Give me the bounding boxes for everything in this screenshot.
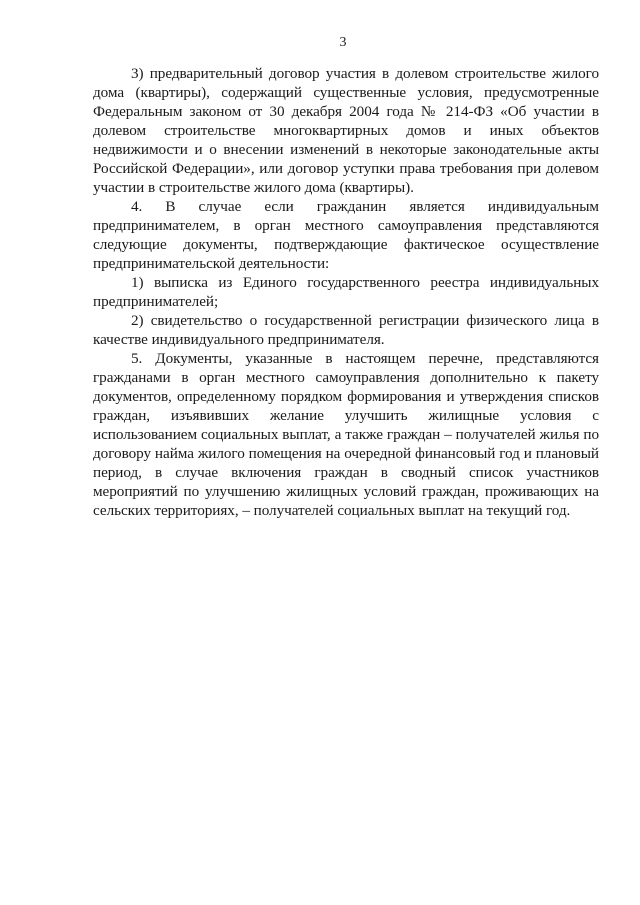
paragraph-item-1-extract: 1) выписка из Единого государственного реестра индивидуальных предпринимателей; [93, 274, 599, 310]
document-page [93, 34, 599, 520]
paragraph-section-5: 5. Документы, указанные в настоящем перечне, представляются гражданами в орган местного самоуправления дополнительно к пакету документов, определенному порядком формирования и утверждения списков граждан, изъявивших желание улучшить жилищные условия с использованием социальных выплат, а также граждан – получателей жилья по договору найма жилого помещения на очередной финансовый год и плановый период, в случае включения граждан в сводный список участников мероприятий по улучшению жилищных условий граждан, проживающих на сельских территориях, – получателей социальных выплат на текущий год. [93, 350, 599, 519]
page-number: 3 [339, 35, 347, 50]
paragraph-item-3-contract: 3) предварительный договор участия в долевом строительстве жилого дома (квартиры), содержащий существенные условия, предусмотренные Федеральным законом от 30 декабря 2004 года № 214-ФЗ «Об участии в долевом строительстве многоквартирных домов и иных объектов недвижимости и о внесении изменений в некоторые законодательные акты Российской Федерации», или договор уступки права требования при долевом участии в строительстве жилого дома (квартиры). [93, 65, 599, 196]
paragraph-item-2-certificate: 2) свидетельство о государственной регистрации физического лица в качестве индивидуального предпринимателя. [93, 312, 599, 348]
paragraph-section-4: 4. В случае если гражданин является индивидуальным предпринимателем, в орган местного самоуправления представляются следующие документы, подтверждающие фактическое осуществление предпринимательской деятельности: [93, 198, 599, 272]
